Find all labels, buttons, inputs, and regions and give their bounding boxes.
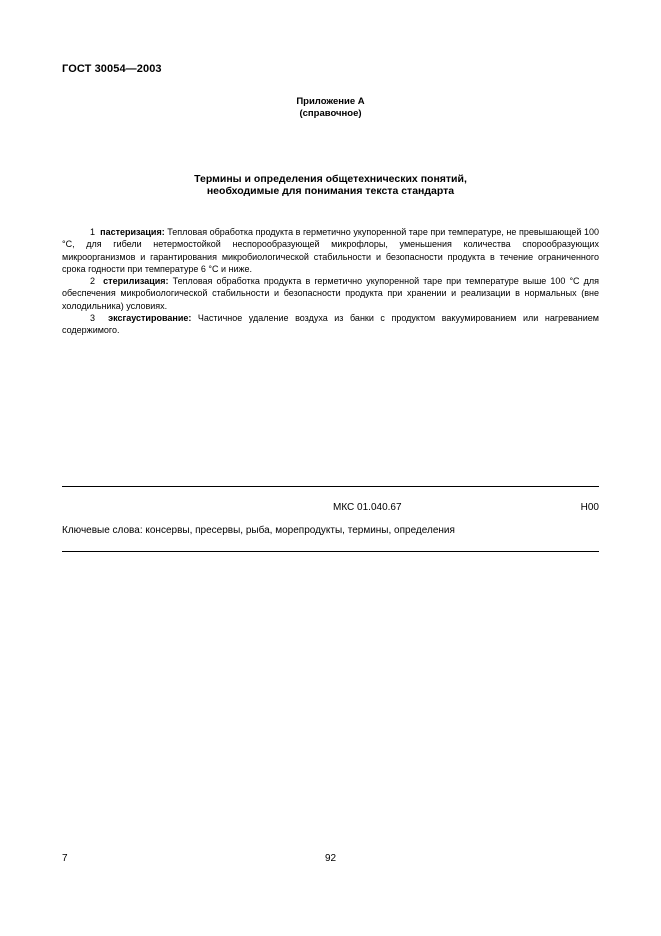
term-name: эксгаустирование: [108,313,192,324]
divider-top [62,486,599,487]
term-number: 2 [90,276,96,287]
term-number: 1 [90,227,96,237]
standard-number: ГОСТ 30054—2003 [62,63,162,75]
appendix-type: (справочное) [299,108,362,119]
term-name: пастеризация: [100,227,165,237]
classification-group: Н00 [580,502,599,513]
term-item [62,226,599,275]
divider-bottom [62,551,599,552]
appendix-title-line1: Термины и определения общетехнических понятий, [194,173,467,185]
term-definition: Частичное удаление воздуха из банки с продуктом вакуумированием или нагреванием содержимого. [62,313,599,336]
appendix-header [0,96,661,120]
appendix-title-line2: необходимые для понимания текста стандарта [206,185,455,197]
terms-list [62,226,599,337]
page-number-global: 92 [324,853,337,864]
term-definition: Тепловая обработка продукта в герметично укупоренной таре при температуре выше 100 °С для обеспечения микробиологической стабильности и безопасности продукта при хранении и реализации в нормальных (вне холодильника) условиях. [62,276,599,311]
term-item [62,312,599,337]
term-definition: Тепловая обработка продукта в герметично укупоренной таре при температуре, не превышающей 100 °С, для гибели нетермостойкой неспорообразующей микрофлоры, уменьшения количества спорообразующих микроорганизмов и гарантирования микробиологической стабильности и безопасности продукта в течение ограниченного срока годности при температуре 6 °С и ниже. [62,227,599,274]
term-number: 3 [90,313,96,324]
page-number-local: 7 [62,853,68,864]
appendix-label: Приложение А [296,96,365,107]
appendix-title [0,173,661,197]
term-item [62,275,599,312]
keywords: Ключевые слова: консервы, пресервы, рыба, морепродукты, термины, определения [62,525,455,536]
mks-code: МКС 01.040.67 [333,502,402,513]
term-name: стерилизация: [103,276,169,287]
